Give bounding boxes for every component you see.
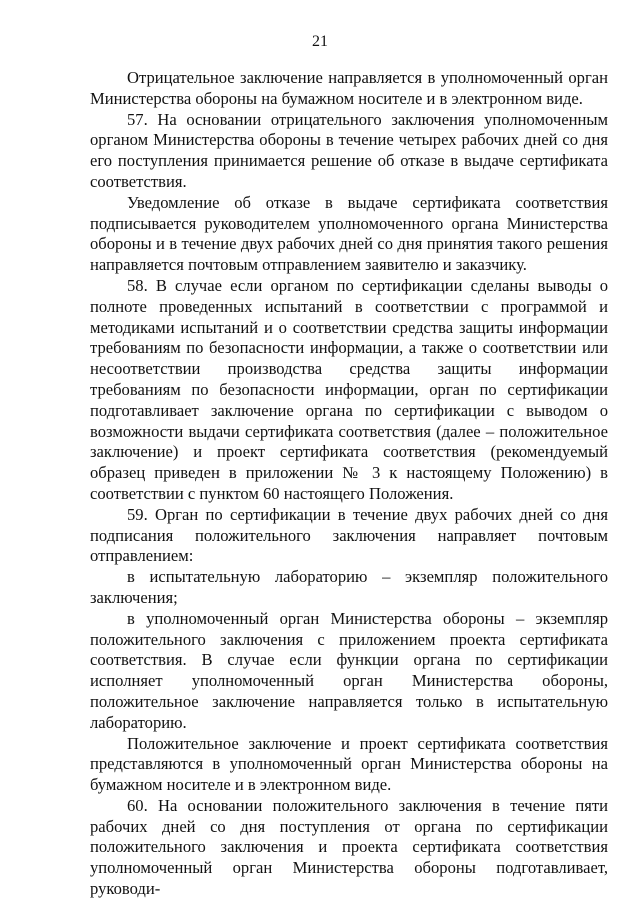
paragraph-58: 58. В случае если органом по сертификации сделаны выводы о полноте проведенных испытаний в соответствии с программой и методиками испытаний и о соответствии средства защиты информации требованиям по безопасности информации, а также о соответствии или несоответствии производства средства защиты информации требованиям по безопасности информации, орган по сертификации подготавливает заключение органа по сертификации с выводом о возможности выдачи сертификата соответствия (далее – положительное заключение) и проект сертификата соответствия (рекомендуемый образец приведен в приложении № 3 к настоящему Положению) в соответствии с пунктом 60 настоящего Положения. <box>90 275 608 503</box>
document-body <box>90 68 608 900</box>
page-number: 21 <box>312 33 328 50</box>
paragraph-positive-conclusion-submission: Положительное заключение и проект сертификата соответствия представляются в уполномоченный орган Министерства обороны на бумажном носителе и в электронном виде. <box>90 733 608 795</box>
paragraph-60: 60. На основании положительного заключения в течение пяти рабочих дней со дня поступления от органа по сертификации положительного заключения и проекта сертификата соответствия уполномоченный орган Министерства обороны подготавливает, руководи- <box>90 795 608 899</box>
paragraph-59-ministry-item: в уполномоченный орган Министерства обороны – экземпляр положительного заключения с приложением проекта сертификата соответствия. В случае если функции органа по сертификации исполняет уполномоченный орган Министерства обороны, положительное заключение направляется только в испытательную лабораторию. <box>90 608 608 732</box>
paragraph-57: 57. На основании отрицательного заключения уполномоченным органом Министерства обороны в течение четырех рабочих дней со дня его поступления принимается решение об отказе в выдаче сертификата соответствия. <box>90 109 608 191</box>
paragraph-59: 59. Орган по сертификации в течение двух рабочих дней со дня подписания положительного заключения направляет почтовым отправлением: <box>90 504 608 566</box>
paragraph-negative-conclusion: Отрицательное заключение направляется в уполномоченный орган Министерства обороны на бумажном носителе и в электронном виде. <box>90 68 608 108</box>
paragraph-refusal-notice: Уведомление об отказе в выдаче сертификата соответствия подписывается руководителем уполномоченного органа Министерства обороны и в течение двух рабочих дней со дня принятия такого решения направляется почтовым отправлением заявителю и заказчику. <box>90 192 608 275</box>
paragraph-59-lab-item: в испытательную лабораторию – экземпляр положительного заключения; <box>90 567 608 607</box>
